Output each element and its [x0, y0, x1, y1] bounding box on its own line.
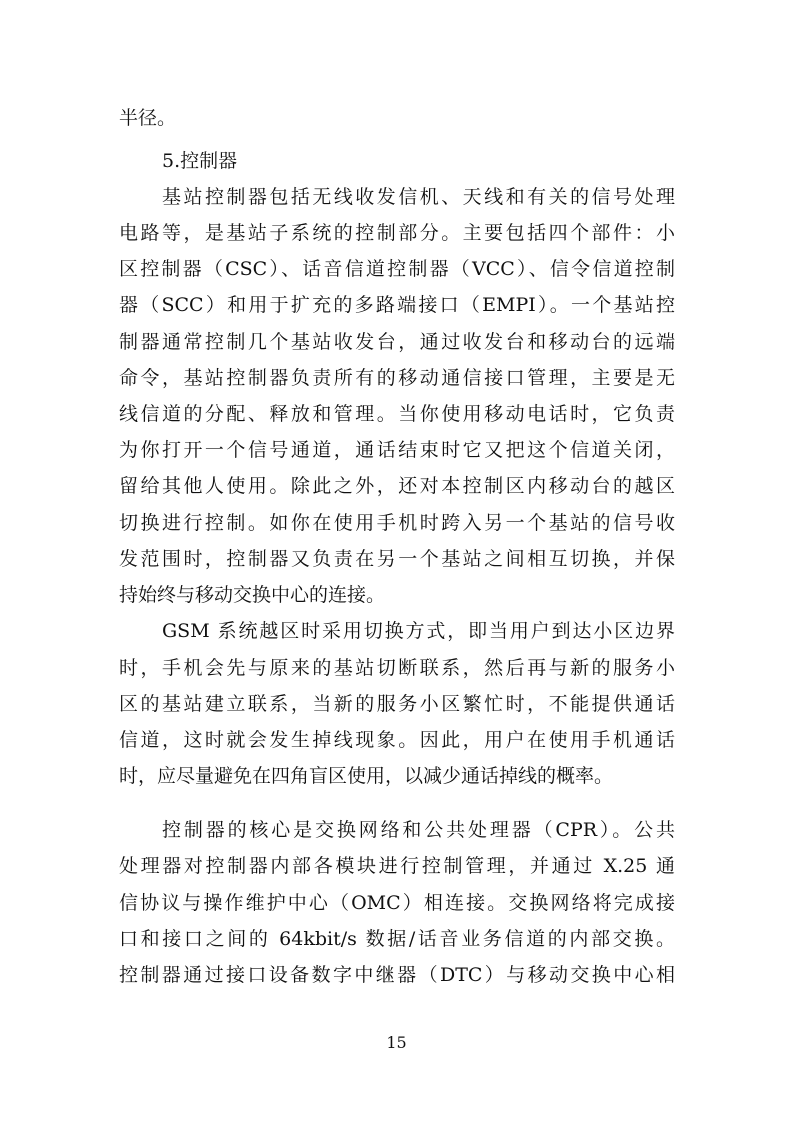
- paragraph-line: 半径。: [119, 107, 177, 129]
- paragraph-line: 控制器通过接口设备数字中继器（DTC）与移动交换中心相: [119, 964, 675, 986]
- paragraph-line: 线信道的分配、释放和管理。当你使用移动电话时，它负责: [119, 403, 675, 425]
- paragraph-line: 口和接口之间的 64kbit/s 数据/话音业务信道的内部交换。: [119, 928, 675, 950]
- paragraph-line: 基站控制器包括无线收发信机、天线和有关的信号处理: [162, 186, 675, 208]
- paragraph-line: 发范围时，控制器又负责在另一个基站之间相互切换，并保: [119, 548, 675, 570]
- paragraph-line: 为你打开一个信号通道，通话结束时它又把这个信道关闭，: [119, 439, 675, 461]
- page-number: 15: [386, 1033, 407, 1052]
- paragraph-line: 时，应尽量避免在四角盲区使用，以减少通话掉线的概率。: [119, 765, 614, 787]
- section-heading: 5.控制器: [162, 150, 238, 172]
- paragraph-line: 制器通常控制几个基站收发台，通过收发台和移动台的远端: [119, 331, 675, 353]
- paragraph-line: 切换进行控制。如你在使用手机时跨入另一个基站的信号收: [119, 512, 675, 534]
- paragraph-line: 时，手机会先与原来的基站切断联系，然后再与新的服务小: [119, 657, 675, 679]
- paragraph-line: 处理器对控制器内部各模块进行控制管理，并通过 X.25 通: [119, 855, 675, 877]
- paragraph-line: 持始终与移动交换中心的连接。: [119, 584, 386, 606]
- paragraph-line: 电路等，是基站子系统的控制部分。主要包括四个部件：小: [119, 222, 675, 244]
- paragraph-line: 命令，基站控制器负责所有的移动通信接口管理，主要是无: [119, 367, 675, 389]
- paragraph-line: 信道，这时就会发生掉线现象。因此，用户在使用手机通话: [119, 729, 675, 751]
- paragraph-line: 区控制器（CSC）、话音信道控制器（VCC）、信令信道控制: [119, 258, 675, 280]
- paragraph-line: 控制器的核心是交换网络和公共处理器（CPR）。公共: [162, 819, 675, 841]
- paragraph-line: 器（SCC）和用于扩充的多路端接口（EMPI）。一个基站控: [119, 294, 675, 316]
- paragraph-line: 区的基站建立联系，当新的服务小区繁忙时，不能提供通话: [119, 693, 675, 715]
- paragraph-line: GSM 系统越区时采用切换方式，即当用户到达小区边界: [162, 620, 675, 642]
- paragraph-line: 留给其他人使用。除此之外，还对本控制区内移动台的越区: [119, 475, 675, 497]
- paragraph-line: 信协议与操作维护中心（OMC）相连接。交换网络将完成接: [119, 892, 675, 914]
